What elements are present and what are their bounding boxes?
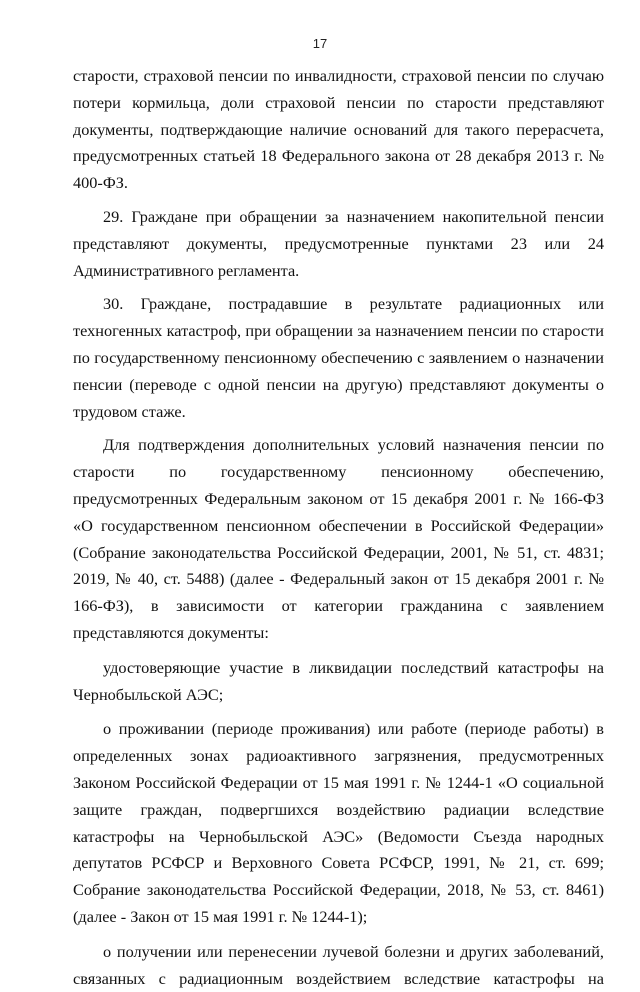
paragraph-radiation-sickness: о получении или перенесении лучевой болезни и других заболеваний, связанных с радиационным воздействием вследствие катастрофы на [73,941,604,988]
document-body [73,63,604,992]
paragraph-chernobyl-participation: удостоверяющие участие в ликвидации последствий катастрофы на Чернобыльской АЭС; [73,657,604,704]
paragraph-residence-or-work: о проживании (периоде проживания) или работе (периоде работы) в определенных зонах радиоактивного загрязнения, предусмотренных Законом Российской Федерации от 15 мая 1991 г. № 1244-1 «О социальной защите граждан, подвергшихся воздействию радиации вследствие катастрофы на Чернобыльской АЭС» (Ведомости Съезда народных депутатов РСФСР и Верховного Совета РСФСР, 1991, № 21, ст. 699; Собрание законодательства Российской Федерации, 2018, № 53, ст. 8461) (далее - Закон от 15 мая 1991 г. № 1244-1); [73,719,604,926]
page-number: 17 [312,36,328,51]
paragraph-item-29: 29. Граждане при обращении за назначением накопительной пенсии представляют документы, предусмотренные пунктами 23 или 24 Административного регламента. [73,206,604,280]
paragraph-additional-conditions: Для подтверждения дополнительных условий назначения пенсии по старости по государственному пенсионному обеспечению, предусмотренных Федеральным законом от 15 декабря 2001 г. № 166-ФЗ «О государственном пенсионном обеспечении в Российской Федерации» (Собрание законодательства Российской Федерации, 2001, № 51, ст. 4831; 2019, № 40, ст. 5488) (далее - Федеральный закон от 15 декабря 2001 г. № 166-ФЗ), в зависимости от категории гражданина с заявлением представляются документы: [73,435,604,642]
paragraph-item-30: 30. Граждане, пострадавшие в результате радиационных или техногенных катастроф, при обращении за назначением пенсии по старости по государственному пенсионному обеспечению с заявлением о назначении пенсии (переводе с одной пенсии на другую) представляют документы о трудовом стаже. [73,294,604,421]
paragraph-continuation: старости, страховой пенсии по инвалидности, страховой пенсии по случаю потери кормильца, доли страховой пенсии по старости представляют документы, подтверждающие наличие оснований для такого перерасчета, предусмотренных статьей 18 Федерального закона от 28 декабря 2013 г. № 400-ФЗ. [73,66,604,193]
